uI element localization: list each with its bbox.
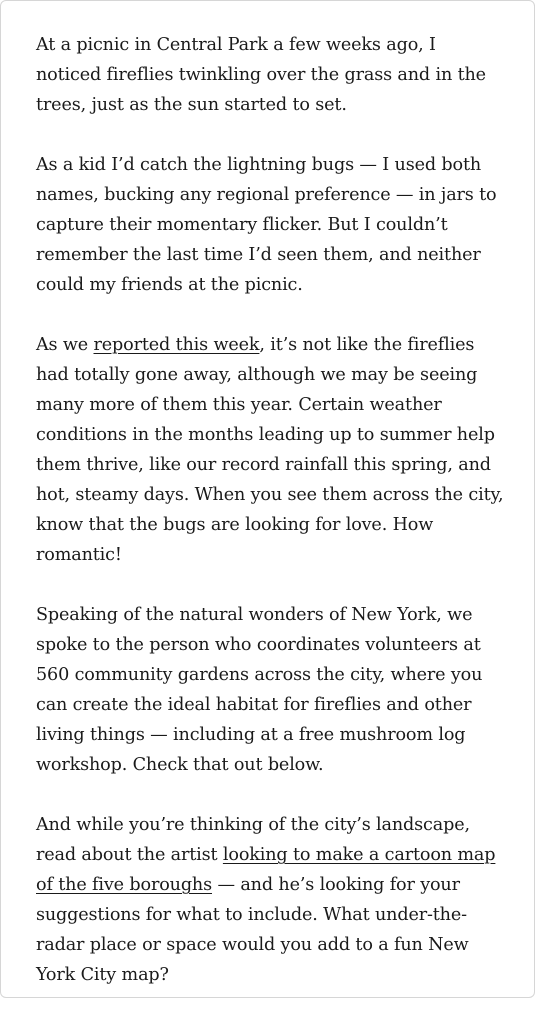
paragraph-text: , it’s not like the fireflies had totally gone away, although we may be seeing many more of them this year. Certain weather conditions in the months leading up to summer help them thrive, like our record rainfall this spring, and hot, steamy days. When you see them across the city, know that the bugs are looking for love. How romantic! [36,335,504,565]
paragraph-text: — and he’s looking for your suggestions for what to include. What under-the-radar place or space would you add to a fun New York City map? [36,875,469,985]
newsletter-article-body [36,30,506,1020]
paragraph-text: And while you’re thinking of the city’s landscape, read about the artist [36,815,470,865]
cartoon-map-link[interactable]: looking to make a cartoon map of the five boroughs [36,845,496,895]
paragraph-cartoon-map [36,810,506,990]
paragraph-fireflies-report [36,330,506,570]
paragraph-lightning-bugs: As a kid I’d catch the lightning bugs — I used both names, bucking any regional preference — in jars to capture their momentary flicker. But I couldn’t remember the last time I’d seen them, and neither could my friends at the picnic. [36,155,497,295]
paragraph-community-gardens: Speaking of the natural wonders of New York, we spoke to the person who coordinates volunteers at 560 community gardens across the city, where you can create the ideal habitat for fireflies and other living things — including at a free mushroom log workshop. Check that out below. [36,605,483,775]
reported-this-week-link[interactable]: reported this week [93,335,260,355]
paragraph-text: As we [36,335,94,355]
paragraph-fireflies-picnic: At a picnic in Central Park a few weeks ago, I noticed fireflies twinkling over the grass and in the trees, just as the sun started to set. [36,35,486,115]
